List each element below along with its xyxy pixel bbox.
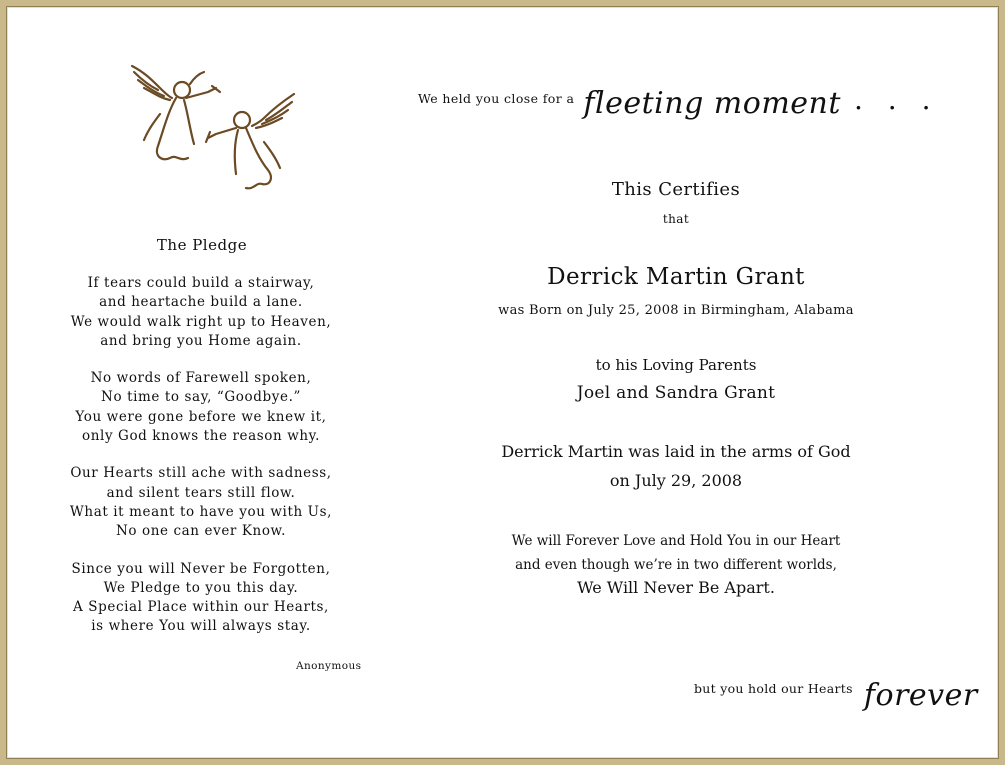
certifies-heading: This Certifies bbox=[611, 179, 741, 200]
poem-line: and silent tears still flow. bbox=[106, 484, 296, 501]
stanza-4 bbox=[46, 560, 356, 637]
stanza-3 bbox=[46, 464, 356, 541]
pledge-title: The Pledge bbox=[156, 236, 248, 254]
stanza-1 bbox=[46, 274, 356, 351]
angel-left-icon bbox=[132, 66, 220, 159]
poem-line: No words of Farewell spoken, bbox=[90, 370, 312, 387]
laid-line: Derrick Martin was laid in the arms of God bbox=[501, 442, 851, 461]
poem-line: We would walk right up to Heaven, bbox=[70, 313, 332, 330]
closing-script-text: forever bbox=[863, 678, 978, 713]
poem-attribution: Anonymous bbox=[296, 660, 362, 672]
poem-line: What it meant to have you with Us, bbox=[69, 503, 333, 520]
love-line-1: We will Forever Love and Hold You in our Heart bbox=[511, 533, 841, 549]
apart-line: We Will Never Be Apart. bbox=[577, 578, 775, 597]
love-line-2: and even though we’re in two different worlds, bbox=[515, 557, 837, 573]
intro-line bbox=[418, 76, 939, 121]
that-word: that bbox=[662, 212, 690, 226]
poem-line: and heartache build a lane. bbox=[99, 294, 303, 311]
poem-line: You were gone before we knew it, bbox=[75, 408, 327, 425]
child-name: Derrick Martin Grant bbox=[547, 264, 805, 290]
poem-line: We Pledge to you this day. bbox=[103, 579, 299, 596]
birth-line: was Born on July 25, 2008 in Birmingham, Alabama bbox=[498, 303, 854, 318]
pledge-poem bbox=[46, 274, 356, 655]
angels-illustration bbox=[124, 58, 304, 196]
poem-line: and bring you Home again. bbox=[100, 332, 302, 349]
poem-line: only God knows the reason why. bbox=[82, 428, 320, 445]
angel-right-icon bbox=[206, 94, 294, 188]
laid-date: on July 29, 2008 bbox=[609, 471, 743, 490]
poem-line: No time to say, “Goodbye.” bbox=[101, 389, 301, 406]
intro-script-text: fleeting moment bbox=[583, 86, 841, 121]
poem-line: If tears could build a stairway, bbox=[87, 275, 315, 291]
poem-line: No one can ever Know. bbox=[115, 523, 287, 540]
poem-line: Our Hearts still ache with sadness, bbox=[70, 465, 332, 482]
closing-text: but you hold our Hearts bbox=[694, 681, 853, 696]
closing-line bbox=[694, 666, 978, 713]
poem-line: A Special Place within our Hearts, bbox=[73, 599, 329, 616]
intro-ellipsis: . . . bbox=[854, 83, 939, 116]
parents-names: Joel and Sandra Grant bbox=[576, 383, 776, 403]
poem-line: Since you will Never be Forgotten, bbox=[71, 560, 331, 577]
parents-intro: to his Loving Parents bbox=[595, 356, 757, 374]
poem-line: is where You will always stay. bbox=[91, 618, 311, 635]
intro-text: We held you close for a bbox=[418, 91, 575, 106]
love-lines bbox=[476, 529, 876, 577]
stanza-2 bbox=[46, 369, 356, 446]
